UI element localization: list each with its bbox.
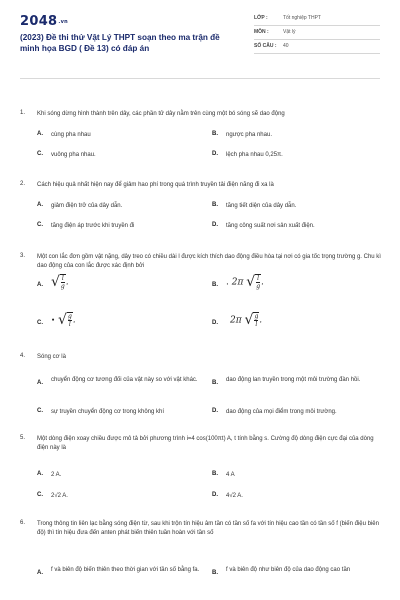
meta-row-question-count [254,42,380,54]
formula-sqrt-l-over-g: $√\frac{l}{g}$ . [51,274,69,290]
option-letter: C. [37,408,43,414]
option-letter: D. [212,492,218,498]
option-3b[interactable] [212,272,382,306]
option-text: chuyển động cơ tương đối của vật này so với vật khác. [51,377,198,383]
formula-two-pi-sqrt-g-over-l: 2π $√\frac{g}{l}$ . [230,312,263,328]
meta-label: SỐ CÂU : [254,43,277,49]
option-text: tăng tiết diện của dây dẫn. [226,203,297,209]
option-text: tăng điện áp trước khi truyền đi [51,223,135,229]
option-letter: B. [212,570,218,576]
option-text: sự truyền chuyển động cơ trong không khí [51,409,165,415]
option-text: giảm điện trở của dây dẫn. [51,203,123,209]
meta-value: Vật lý [283,29,296,35]
question-text: Một dòng điện xoay chiều được mô tả bởi phương trình i=4 cos(100πt) A, t tính bằng s. Cường độ dòng điện cực đại của dòng điện này là [37,436,374,451]
option-letter: C. [37,492,43,498]
option-3a[interactable] [37,272,197,306]
option-letter: B. [212,202,218,208]
question-number: 5. [20,435,26,441]
option-letter: D. [212,408,218,414]
document-title: (2023) Đề thi thử Vật Lý THPT soạn theo ma trận đề minh họa BGD ( Đề 13) có đáp án [20,33,220,53]
site-logo[interactable] [20,14,68,29]
option-letter: C. [37,151,43,157]
header-divider [20,78,380,79]
meta-label: MÔN : [254,29,269,35]
page-header [0,0,400,70]
question-text: Khi sóng dừng hình thành trên dây, các phần tử dây nằm trên cùng một bó sóng sẽ dao động [37,111,285,117]
question-text: Trong thông tin liên lạc bằng sóng điện từ, sau khi trộn tín hiệu âm tần có tần số fa với tín hiệu cao tần có tần số f (biến điệu biên độ) thì tín hiệu đưa đến anten phát biến thiên tuần hoàn với tần số [37,521,379,536]
option-letter: A. [37,202,43,208]
option-letter: A. [37,471,43,477]
option-letter: C. [37,222,43,228]
question-number: 2. [20,181,26,187]
option-text: lệch pha nhau 0,25π. [226,152,283,158]
option-text: 2 A. [51,472,62,478]
option-letter: B. [212,380,218,386]
option-text: dao động lan truyền trong một môi trường đàn hồi. [226,377,361,383]
option-letter: C. [37,320,43,326]
question-number: 3. [20,253,26,259]
option-6a[interactable] [37,566,205,586]
option-text: tăng công suất nơi sản xuất điện. [226,223,315,229]
formula-two-pi-sqrt-l-over-g: . 2π $√\frac{l}{g}$ . [226,274,264,290]
meta-row-subject [254,28,380,40]
option-4a[interactable] [37,376,205,396]
meta-label: LỚP : [254,15,268,21]
option-letter: D. [212,222,218,228]
question-text: Sóng cơ là [37,354,66,360]
option-text: 4 A [226,472,235,478]
logo-suffix: .vn [58,18,69,25]
option-letter: B. [212,471,218,477]
question-number: 6. [20,520,26,526]
question-text: Cách hiệu quả nhất hiện nay để giảm hao phí trong quá trình truyền tải điện năng đi xa là [37,182,274,188]
option-letter: A. [37,282,43,288]
option-text: 4√2 A. [226,493,243,499]
option-letter: B. [212,131,218,137]
option-text: ngược pha nhau. [226,132,272,138]
option-letter: D. [212,151,218,157]
logo-text: 2048 [20,14,58,29]
option-3d[interactable] [212,310,382,344]
meta-value: Tốt nghiệp THPT [283,15,321,21]
option-letter: A. [37,570,43,576]
option-3c[interactable] [37,310,197,344]
option-text: dao động của mọi điểm trong môi trường. [226,409,337,415]
option-4b[interactable] [212,376,382,396]
option-text: vuông pha nhau. [51,152,96,158]
question-number: 1. [20,110,26,116]
option-letter: B. [212,282,218,288]
formula-sqrt-g-over-l: • $√\frac{g}{l}$ . [51,312,76,328]
option-text: f và biên độ như biên độ của dao động cao tần [226,567,351,573]
option-letter: A. [37,131,43,137]
question-number: 4. [20,353,26,359]
option-6b[interactable] [212,566,382,586]
option-letter: A. [37,380,43,386]
option-text: f và biên độ biến thiên theo thời gian với tần số bằng fa. [51,567,200,573]
meta-row-class [254,14,380,26]
meta-value: 40 [283,43,289,49]
exam-meta [254,14,380,56]
option-text: 2√2 A. [51,493,68,499]
question-text: Một con lắc đơn gồm vật nặng, dây treo có chiều dài l được kích thích dao động điều hòa tại nơi có gia tốc trọng trường g. Chu kì dao động của con lắc được xác định bởi [37,254,381,269]
option-text: cùng pha nhau [51,132,91,138]
option-letter: D. [212,320,218,326]
